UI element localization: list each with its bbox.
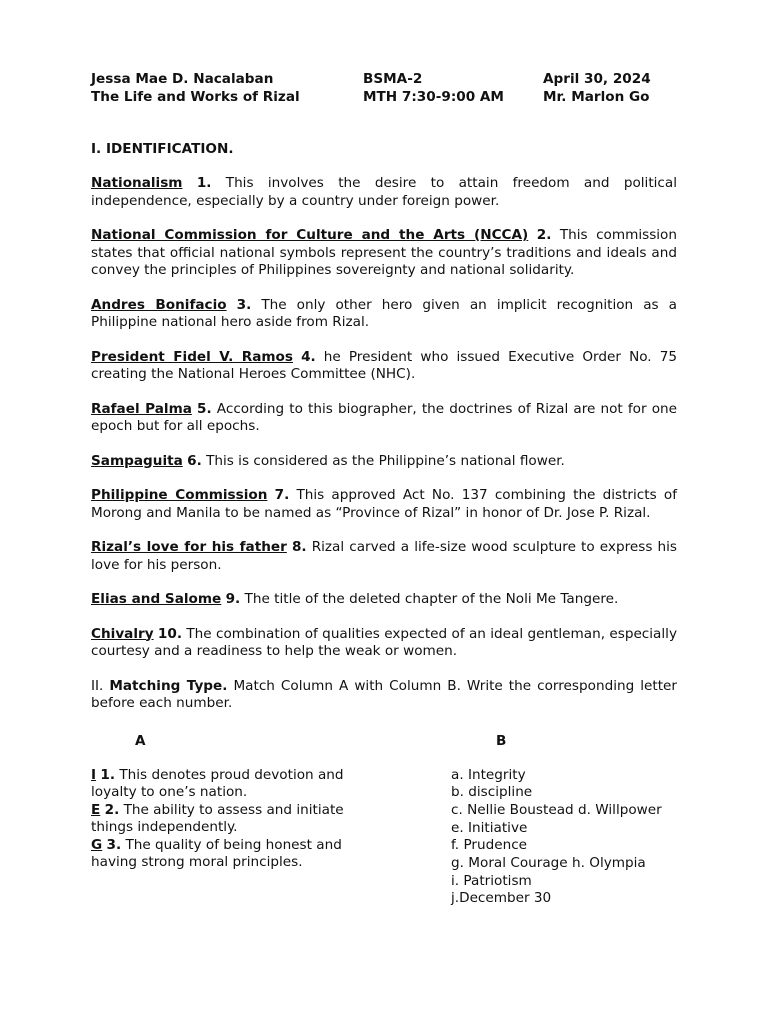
item-number: 9. xyxy=(225,591,241,607)
identification-answer: President Fidel V. Ramos xyxy=(91,348,293,365)
identification-answer: Elias and Salome xyxy=(91,591,222,607)
identification-answer: Andres Bonifacio xyxy=(91,296,227,313)
column-a-heading: A xyxy=(135,732,146,749)
section-number: II. xyxy=(91,677,104,694)
matching-answer: G xyxy=(91,836,103,853)
matching-instruction xyxy=(91,678,677,713)
item-number: 8. xyxy=(291,539,307,555)
column-b-items xyxy=(451,767,677,909)
column-b-option: b. discipline xyxy=(451,784,533,801)
item-question: The title of the deleted chapter of the Noli Me Tangere. xyxy=(244,591,619,607)
item-number: 4. xyxy=(301,348,316,365)
item-number: 3. xyxy=(236,296,252,313)
instruction-text: Match Column A with Column B. Write the corresponding letter before each number. xyxy=(91,677,677,711)
identification-item xyxy=(91,626,677,661)
identification-answer: Rizal’s love for his father xyxy=(91,539,287,555)
column-b-heading: B xyxy=(496,732,507,749)
item-number: 10. xyxy=(157,625,183,642)
identification-list xyxy=(91,175,677,661)
item-question: The quality of being honest and having strong moral principles. xyxy=(91,836,342,870)
item-question: This is considered as the Philippine’s national flower. xyxy=(206,452,565,469)
identification-item xyxy=(91,349,677,384)
identification-item xyxy=(91,297,677,332)
column-b-option: j.December 30 xyxy=(451,890,552,907)
identification-item xyxy=(91,227,677,280)
column-b-option: a. Integrity xyxy=(451,766,526,783)
column-b-option: f. Prudence xyxy=(451,837,528,854)
identification-item xyxy=(91,401,677,436)
identification-answer: National Commission for Culture and the Arts (NCCA) xyxy=(91,227,529,243)
student-name: Jessa Mae D. Nacalaban xyxy=(91,71,274,87)
identification-answer: Chivalry xyxy=(91,625,154,642)
item-number: 7. xyxy=(274,487,290,503)
column-a-items xyxy=(91,767,363,872)
column-b-option: i. Patriotism xyxy=(451,872,532,889)
item-number: 6. xyxy=(187,452,202,469)
matching-answer: E xyxy=(91,801,101,818)
identification-item xyxy=(91,539,677,574)
item-number: 1. xyxy=(196,175,212,191)
instructor: Mr. Marlon Go xyxy=(543,89,650,105)
item-question: Rizal carved a life-size wood sculpture to express his love for his person. xyxy=(91,539,677,573)
column-a-item xyxy=(91,837,363,872)
date: April 30, 2024 xyxy=(543,71,651,87)
item-number: 3. xyxy=(106,836,122,853)
subject: The Life and Works of Rizal xyxy=(91,89,300,105)
item-question: The combination of qualities expected of an ideal gentleman, especially courtesy and a readiness to help the weak or women. xyxy=(91,625,677,659)
item-number: 1. xyxy=(100,766,116,783)
identification-answer: Rafael Palma xyxy=(91,400,192,417)
matching-columns xyxy=(91,732,677,909)
identification-item xyxy=(91,453,677,471)
item-number: 2. xyxy=(104,801,120,818)
column-a-item xyxy=(91,802,363,837)
item-question: This denotes proud devotion and loyalty to one’s nation. xyxy=(91,766,344,800)
identification-answer: Nationalism xyxy=(91,175,183,191)
section-title-matching: Matching Type. xyxy=(109,677,228,694)
column-a-item xyxy=(91,767,363,802)
item-number: 2. xyxy=(536,227,552,243)
document-page xyxy=(91,70,677,908)
item-number: 5. xyxy=(197,400,212,417)
item-question: The only other hero given an implicit recognition as a Philippine national hero aside from Rizal. xyxy=(91,296,678,330)
column-b-option: c. Nellie Boustead d. Willpower xyxy=(451,801,662,818)
section-title-identification: I. IDENTIFICATION. xyxy=(91,141,234,157)
matching-answer: I xyxy=(91,766,97,783)
identification-answer: Sampaguita xyxy=(91,452,183,469)
identification-item xyxy=(91,175,677,210)
identification-item xyxy=(91,591,677,609)
item-question: The ability to assess and initiate things independently. xyxy=(91,801,344,835)
course-code: BSMA-2 xyxy=(363,71,423,87)
column-a xyxy=(91,732,451,909)
header-block xyxy=(91,70,677,106)
identification-answer: Philippine Commission xyxy=(91,487,268,503)
column-b xyxy=(451,732,677,909)
item-question: This approved Act No. 137 combining the districts of Morong and Manila to be named as “Province of Rizal” in honor of Dr. Jose P. Rizal. xyxy=(91,487,677,521)
column-b-option: g. Moral Courage h. Olympia xyxy=(451,855,646,872)
identification-item xyxy=(91,487,677,522)
schedule: MTH 7:30-9:00 AM xyxy=(363,89,504,105)
item-question: This commission states that official national symbols represent the country’s traditions and ideals and convey the principles of Philippines sovereignty and national solidarity. xyxy=(91,227,677,278)
column-b-option: e. Initiative xyxy=(451,819,528,836)
item-question: According to this biographer, the doctrines of Rizal are not for one epoch but for all epochs. xyxy=(91,400,677,434)
item-question: he President who issued Executive Order No. 75 creating the National Heroes Committee (NHC). xyxy=(91,348,678,382)
item-question: This involves the desire to attain freedom and political independence, especially by a country under foreign power. xyxy=(91,175,678,209)
